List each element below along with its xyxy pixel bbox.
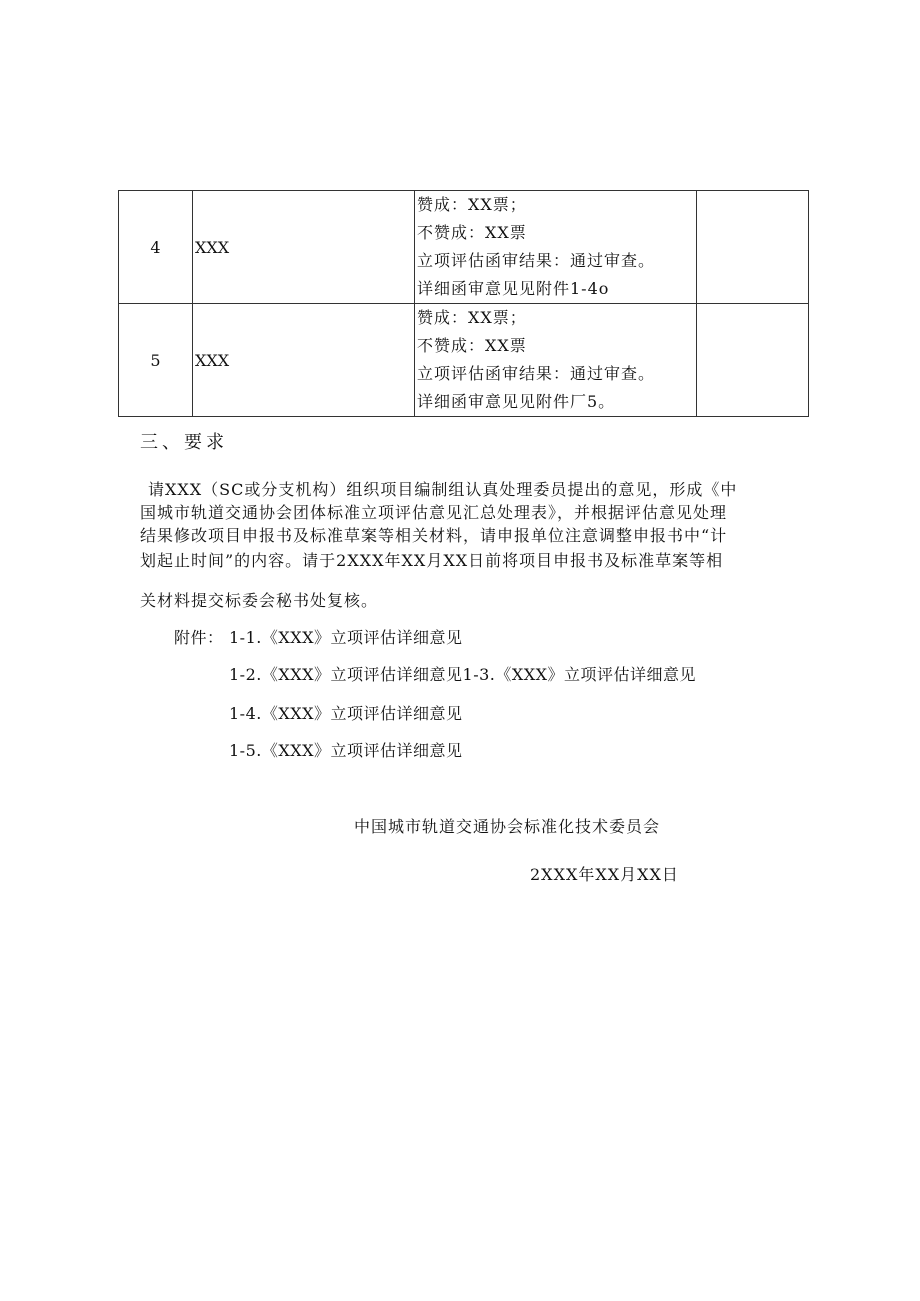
table-row bbox=[119, 304, 809, 417]
note-cell bbox=[697, 191, 809, 304]
attachment-item: 1-4.《XXX》立项评估详细意见 bbox=[229, 704, 463, 723]
attachments-label: 附件： bbox=[174, 628, 224, 647]
review-conclusion: 立项评估函审结果：通过审查。 bbox=[417, 251, 656, 270]
project-name: XXX bbox=[193, 191, 415, 304]
requirement-paragraph-line: 国城市轨道交通协会团体标准立项评估意见汇总处理表》，并根据评估意见处理 bbox=[140, 503, 728, 522]
requirement-paragraph-line: 划起止时间”的内容。请于2XXX年XX月XX日前将项目申报书及标准草案等相 bbox=[140, 551, 724, 570]
attachment-item: 1-5.《XXX》立项评估详细意见 bbox=[229, 741, 463, 760]
review-result-cell bbox=[415, 304, 697, 417]
disapprove-votes: 不赞成：XX票 bbox=[417, 336, 527, 355]
review-detail-reference: 详细函审意见见附件1-4o bbox=[417, 279, 610, 298]
approve-votes: 赞成：XX票； bbox=[417, 308, 527, 327]
review-result-cell bbox=[415, 191, 697, 304]
section-title: 三、要求 bbox=[140, 432, 228, 453]
review-conclusion: 立项评估函审结果：通过审查。 bbox=[417, 364, 656, 383]
row-number: 4 bbox=[119, 191, 193, 304]
attachment-item: 1-1.《XXX》立项评估详细意见 bbox=[229, 628, 463, 647]
issue-date: 2XXX年XX月XX日 bbox=[530, 865, 679, 884]
note-cell bbox=[697, 304, 809, 417]
requirement-paragraph-line: 请XXX（SC或分支机构）组织项目编制组认真处理委员提出的意见，形成《中 bbox=[148, 480, 738, 499]
project-name: XXX bbox=[193, 304, 415, 417]
row-number: 5 bbox=[119, 304, 193, 417]
review-results-table bbox=[118, 190, 809, 417]
attachment-item: 1-2.《XXX》立项评估详细意见1-3.《XXX》立项评估详细意见 bbox=[229, 665, 697, 684]
table-row bbox=[119, 191, 809, 304]
requirement-paragraph-line: 结果修改项目申报书及标准草案等相关材料，请申报单位注意调整申报书中“计 bbox=[140, 526, 728, 545]
disapprove-votes: 不赞成：XX票 bbox=[417, 223, 527, 242]
requirement-paragraph-line: 关材料提交标委会秘书处复核。 bbox=[140, 591, 379, 610]
approve-votes: 赞成：XX票； bbox=[417, 195, 527, 214]
review-detail-reference: 详细函审意见见附件厂5。 bbox=[417, 392, 616, 411]
issuing-organization: 中国城市轨道交通协会标准化技术委员会 bbox=[354, 817, 661, 836]
